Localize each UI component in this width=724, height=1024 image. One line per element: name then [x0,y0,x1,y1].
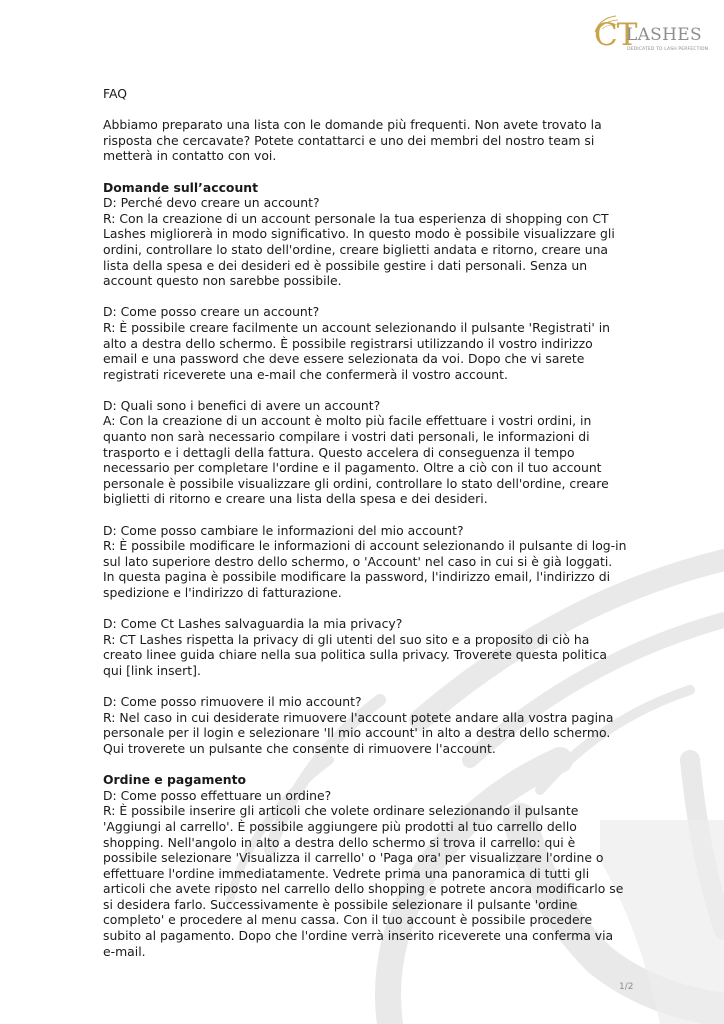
logo-tagline: DEDICATED TO LASH PERFECTION [627,47,709,52]
logo-lashes: LASHES [626,25,702,45]
logo-ct: CT [594,17,637,53]
section-heading-account: Domande sull’account [103,179,259,195]
faq-item: D: Quali sono i benefici di avere un account? A: Con la creazione di un account è molto più facile effettuare i vostri ordini, in quanto non sarà necessario compilare i vostri dati personali, le informazioni di trasporto e i dettagli della fattura. Questo accelera di conseguenza il tempo necessario per completare l'ordine e il pagamento. Oltre a ciò con il tuo account personale è possibile visualizzare gli ordini, controllare lo stato dell'ordine, creare biglietti di ritorno e creare una lista della spesa e dei desideri. [103,397,609,507]
faq-item: D: Come posso creare un account? R: È possibile creare facilmente un account selezionando il pulsante 'Registrati' in alto a destra dello schermo. È possibile registrarsi utilizzando il vostro indirizzo email e una password che deve essere selezionata da voi. Dopo che vi sarete registrati riceverete una e-mail che confermerà il vostro account. [103,304,611,382]
intro-paragraph: Abbiamo preparato una lista con le domande più frequenti. Non avete trovato la risposta che cercavate? Potete contattarci e uno dei membri del nostro team si metterà in contatto con voi. [103,117,602,164]
page-title: FAQ [103,86,127,101]
section-heading-orders: Ordine e pagamento [103,772,247,788]
ct-lashes-logo [592,14,714,60]
page-number: 1/2 [619,982,634,992]
faq-item: D: Come posso rimuovere il mio account? R: Nel caso in cui desiderate rimuovere l'account potete andare alla vostra pagina personale per il login e selezionare 'Il mio account' in alto a destra dello schermo. Qui troverete un pulsante che consente di rimuovere l'account. [103,694,614,756]
faq-document [103,86,631,959]
faq-item: D: Come posso cambiare le informazioni del mio account? R: È possibile modificare le informazioni di account selezionando il pulsante di log-in sul lato superiore destro dello schermo, o 'Account' nel caso in cui si è già loggati. In questa pagina è possibile modificare la password, l'indirizzo email, l'indirizzo di spedizione e l'indirizzo di fatturazione. [103,522,627,600]
faq-item: D: Perché devo creare un account? R: Con la creazione di un account personale la tua esperienza di shopping con CT Lashes migliorerà in modo significativo. In questo modo è possibile visualizzare gli ordini, controllare lo stato dell'ordine, creare biglietti andata e ritorno, creare una lista della spesa e dei desideri ed è possibile gestire i dati personali. Senza un account questo non sarebbe possibile. [103,195,615,289]
faq-item: D: Come posso effettuare un ordine? R: È possibile inserire gli articoli che volete ordinare selezionando il pulsante 'Aggiungi al carrello'. È possibile aggiungere più prodotti al tuo carrello dello shopping. Nell'angolo in alto a destra dello schermo si trova il carrello: qui è possibile selezionare 'Visualizza il carrello' o 'Paga ora' per visualizzare l'ordine o effettuare l'ordine immediatamente. Vedrete prima una panoramica di tutti gli articoli che avete riposto nel carrello dello shopping e potrete ancora modificarlo se si desidera farlo. Successivamente è possibile selezionare il pulsante 'ordine completo' e procedere al menu cassa. Con il tuo account è possibile procedere subito al pagamento. Dopo che l'ordine verrà inserito riceverete una conferma via e-mail. [103,787,624,959]
faq-item: D: Come Ct Lashes salvaguardia la mia privacy? R: CT Lashes rispetta la privacy di gli utenti del suo sito e a proposito di ciò ha creato linee guida chiare nella sua politica sulla privacy. Troverete questa politica qui [link insert]. [103,616,608,678]
